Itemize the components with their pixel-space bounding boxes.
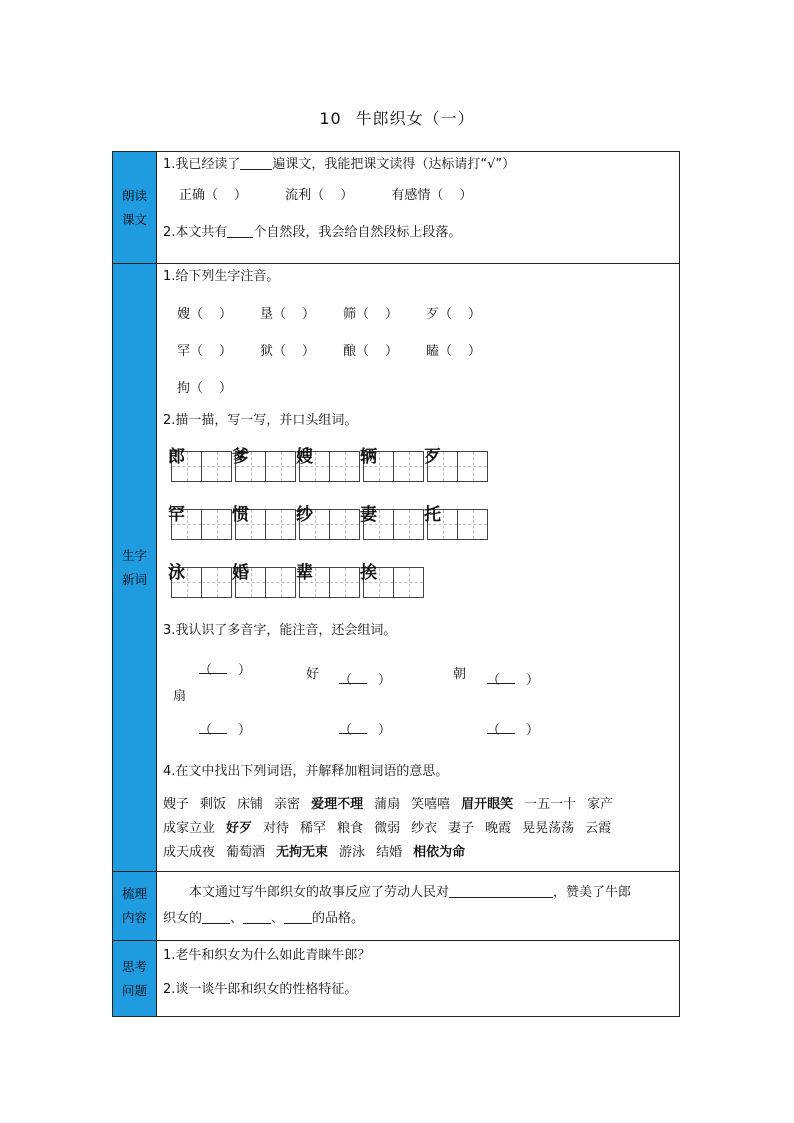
trace-box[interactable]: 泳: [171, 567, 232, 598]
words-label: 生字 新词: [113, 264, 157, 872]
vocab-word: 爱理不理: [311, 797, 364, 812]
lesson-title: 牛郎织女（一）: [355, 109, 475, 128]
trace-box[interactable]: 嫂: [299, 451, 360, 482]
questions-section: [113, 941, 680, 1017]
reading-label: 朗读 课文: [113, 152, 157, 264]
vocab-word: 亲密: [274, 797, 301, 812]
polyphone-char: 朝: [453, 667, 467, 682]
summary-text: 本文通过写牛郎织女的故事反应了劳动人民对 ，赞美了牛郎 织女的 、 、 的品格。: [163, 885, 632, 926]
trace-box[interactable]: 挨: [363, 567, 424, 598]
vocab-word: 相依为命: [413, 845, 466, 860]
trace-box[interactable]: 婚: [235, 567, 296, 598]
worksheet-table: [112, 151, 680, 1017]
vocab-word: 成天成夜: [163, 845, 216, 860]
vocab-word: 葡萄酒: [226, 845, 266, 860]
trace-box[interactable]: 辆: [363, 451, 424, 482]
trace-row-1: [163, 437, 679, 495]
question-1: 1.老牛和织女为什么如此青睐牛郎？: [163, 948, 371, 963]
vocab-word: 床铺: [237, 797, 264, 812]
trace-box[interactable]: 托: [427, 509, 488, 540]
vocab-word: 粮食: [337, 821, 364, 836]
page-title: [0, 106, 794, 129]
vocab-word: 一五一十: [524, 797, 577, 812]
vocab-word: 对待: [263, 821, 290, 836]
vocab-word: 微弱: [374, 821, 401, 836]
vocab-word: 纱衣: [411, 821, 438, 836]
polyphone-char: 好: [306, 667, 320, 682]
trace-box[interactable]: 妻: [363, 509, 424, 540]
vocab-word: 结婚: [376, 845, 403, 860]
lesson-number: 10: [319, 109, 342, 128]
vocab-word: 云霞: [585, 821, 612, 836]
trace-box[interactable]: 歹: [427, 451, 488, 482]
paragraph-count-blank[interactable]: [227, 223, 253, 238]
vocab-word: 稀罕: [300, 821, 327, 836]
vocab-word: 嫂子: [163, 797, 190, 812]
phonetic-row: 嫂（ ） 垦（ ） 筛（ ） 歹（ ）: [177, 307, 482, 322]
polyphone-char: 扇: [173, 689, 187, 704]
words-question-3: 3.我认识了多音字，能注音，还会组词。: [163, 623, 397, 638]
vocab-word: 晚霞: [485, 821, 512, 836]
words-question-1: 1.给下列生字注音。: [163, 269, 280, 284]
summary-label: 梳理 内容: [113, 872, 157, 941]
summary-blank-1[interactable]: [449, 883, 553, 898]
summary-blank-4[interactable]: [284, 909, 312, 924]
vocab-word: 眉开眼笑: [461, 797, 514, 812]
vocab-word: 游泳: [339, 845, 366, 860]
vocab-word: 好歹: [226, 821, 253, 836]
question-2: 2.谈一谈牛郎和织女的性格特征。: [163, 982, 358, 997]
vocab-word: 晃晃荡荡: [522, 821, 575, 836]
trace-row-2: [163, 495, 679, 553]
trace-box[interactable]: 罕: [171, 509, 232, 540]
words-question-2: 2.描一描，写一写，并口头组词。: [163, 413, 358, 428]
trace-box[interactable]: 郎: [171, 451, 232, 482]
questions-label: 思考 问题: [113, 941, 157, 1017]
reading-section: [113, 152, 680, 264]
phonetic-row: 拘（ ）: [177, 381, 233, 396]
vocab-word: 剩饭: [200, 797, 227, 812]
summary-blank-2[interactable]: [202, 909, 230, 924]
vocab-word: 蒲扇: [374, 797, 401, 812]
summary-blank-3[interactable]: [243, 909, 271, 924]
trace-box[interactable]: 辈: [299, 567, 360, 598]
vocab-word: 笑嘻嘻: [411, 797, 451, 812]
trace-box[interactable]: 纱: [299, 509, 360, 540]
reading-question-1: 1.我已经读了 遍课文，我能把课文读得（达标请打“√”）: [163, 157, 516, 172]
read-count-blank[interactable]: [240, 155, 272, 170]
vocab-list: [163, 787, 679, 871]
reading-question-2: 2.本文共有 个自然段，我会给自然段标上段落。: [163, 225, 462, 240]
trace-box[interactable]: 爹: [235, 451, 296, 482]
polyphone-area: （ ） 扇 （ ） 好 （ ） （ ） 朝 （ ） （ ）: [163, 647, 679, 757]
words-question-4: 4.在文中找出下列词语，并解释加粗词语的意思。: [163, 764, 449, 779]
phonetic-row: 罕（ ） 狱（ ） 酿（ ） 瞌（ ）: [177, 344, 482, 359]
words-section: [113, 264, 680, 872]
vocab-word: 无拘无束: [276, 845, 329, 860]
reading-options: 正确（ ） 流利（ ） 有感情（ ）: [179, 188, 473, 203]
vocab-word: 成家立业: [163, 821, 216, 836]
trace-box[interactable]: 惯: [235, 509, 296, 540]
summary-section: [113, 872, 680, 941]
trace-row-3: [163, 553, 679, 611]
vocab-word: 家产: [587, 797, 614, 812]
vocab-word: 妻子: [448, 821, 475, 836]
